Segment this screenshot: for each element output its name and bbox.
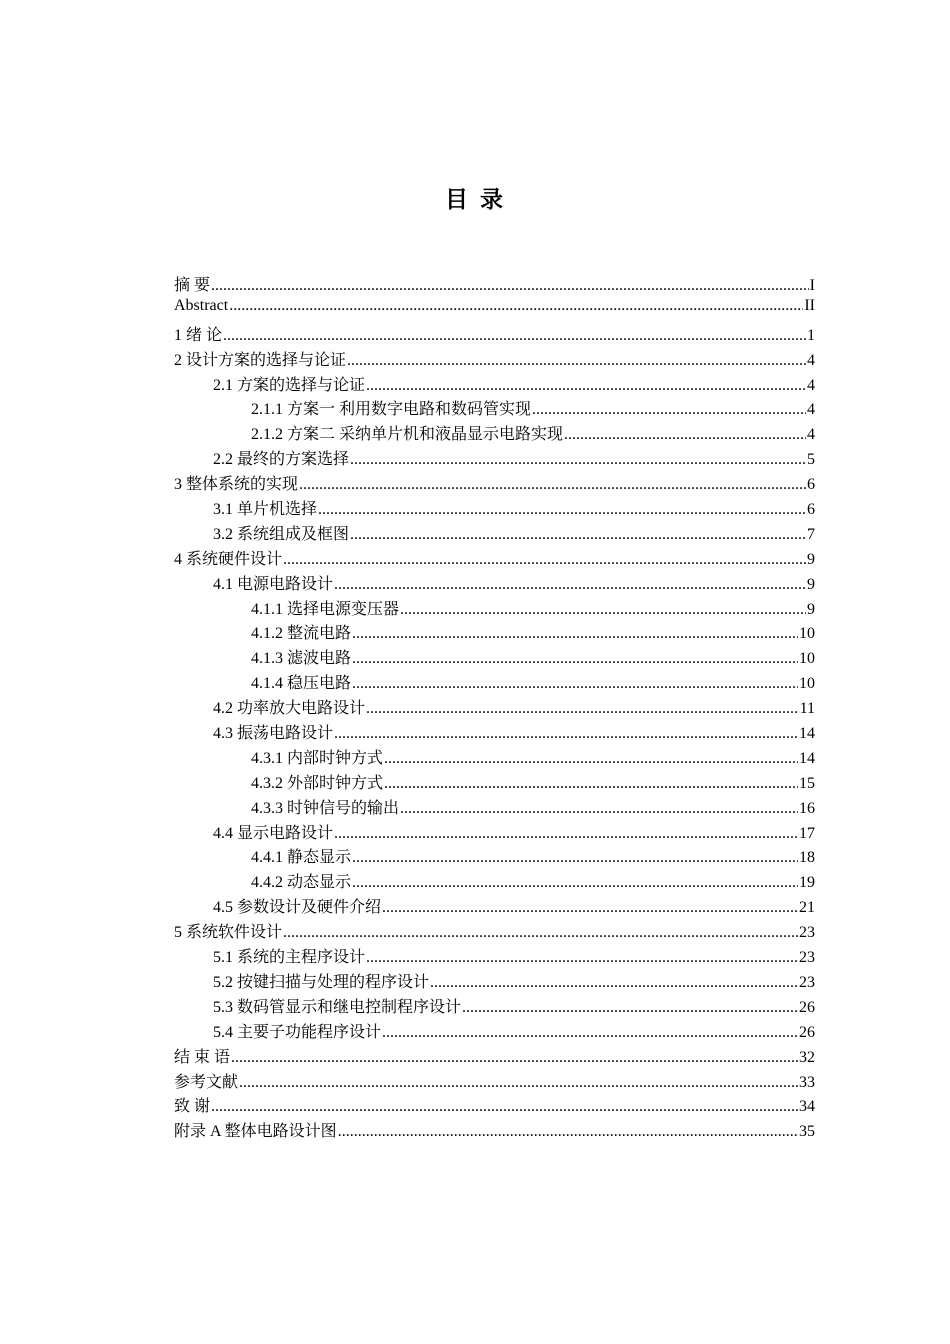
toc-entry-page: 35 bbox=[799, 1123, 815, 1141]
toc-entry[interactable] bbox=[174, 1118, 815, 1143]
toc-entry-label: 2.1.1 方案一 利用数字电路和数码管实现 bbox=[251, 401, 532, 419]
toc-entry[interactable] bbox=[174, 745, 815, 770]
toc-entry[interactable] bbox=[174, 546, 815, 571]
toc-entry-page: I bbox=[809, 277, 815, 294]
toc-dot-leader bbox=[338, 1123, 798, 1141]
toc-entry-label: 4.3.2 外部时钟方式 bbox=[251, 774, 384, 792]
toc-entry-page: 4 bbox=[807, 376, 815, 394]
toc-dot-leader bbox=[400, 601, 806, 619]
toc-dot-leader bbox=[366, 700, 799, 718]
toc-dot-leader bbox=[382, 1024, 798, 1042]
toc-dot-leader bbox=[299, 476, 806, 494]
toc-dot-leader bbox=[352, 849, 798, 867]
toc-dot-leader bbox=[318, 501, 806, 519]
toc-entry-label: 3 整体系统的实现 bbox=[174, 476, 299, 494]
toc-entry-page: 14 bbox=[799, 749, 815, 767]
toc-dot-leader bbox=[350, 451, 806, 469]
toc-dot-leader bbox=[352, 650, 798, 668]
toc-entry[interactable] bbox=[174, 1019, 815, 1044]
toc-dot-leader bbox=[229, 297, 803, 315]
toc-entry-label: 4.1.3 滤波电路 bbox=[251, 650, 352, 668]
toc-entry-page: 23 bbox=[799, 973, 815, 991]
toc-entry-label: 5.1 系统的主程序设计 bbox=[213, 949, 366, 967]
toc-dot-leader bbox=[231, 1049, 798, 1067]
toc-entry-page: 33 bbox=[799, 1073, 815, 1091]
toc-entry-page: 10 bbox=[799, 675, 815, 693]
toc-entry[interactable] bbox=[174, 322, 815, 347]
toc-entry[interactable] bbox=[174, 645, 815, 670]
toc-entry-page: 16 bbox=[799, 799, 815, 817]
toc-entry[interactable] bbox=[174, 272, 815, 297]
toc-entry-page: 17 bbox=[799, 824, 815, 842]
toc-entry-page: 21 bbox=[799, 899, 815, 917]
toc-entry-page: 14 bbox=[799, 725, 815, 743]
toc-dot-leader bbox=[211, 277, 809, 295]
toc-entry-page: 10 bbox=[799, 650, 815, 668]
toc-entry[interactable] bbox=[174, 720, 815, 745]
toc-entry-label: 4 系统硬件设计 bbox=[174, 550, 283, 568]
toc-entry[interactable] bbox=[174, 496, 815, 521]
toc-entry[interactable] bbox=[174, 596, 815, 621]
toc-entry[interactable] bbox=[174, 372, 815, 397]
toc-dot-leader bbox=[430, 974, 798, 992]
toc-entry-page: 9 bbox=[807, 550, 815, 568]
toc-entry-page: 7 bbox=[807, 525, 815, 543]
toc-entry-label: 2.2 最终的方案选择 bbox=[213, 451, 350, 469]
toc-entry-label: 4.1 电源电路设计 bbox=[213, 575, 334, 593]
toc-dot-leader bbox=[334, 576, 806, 594]
toc-entry-page: 9 bbox=[807, 575, 815, 593]
toc-entry-label: 4.4 显示电路设计 bbox=[213, 824, 334, 842]
toc-entry-label: 2.1 方案的选择与论证 bbox=[213, 376, 366, 394]
toc-dot-leader bbox=[239, 1074, 798, 1092]
toc-entry-page: 32 bbox=[799, 1048, 815, 1066]
toc-entry-label: 4.3.3 时钟信号的输出 bbox=[251, 799, 400, 817]
table-of-contents bbox=[174, 272, 815, 1143]
toc-dot-leader bbox=[564, 426, 806, 444]
toc-entry[interactable] bbox=[174, 770, 815, 795]
toc-entry-label: 致 谢 bbox=[174, 1098, 211, 1116]
toc-dot-leader bbox=[366, 949, 798, 967]
toc-entry[interactable] bbox=[174, 695, 815, 720]
toc-entry-page: 10 bbox=[799, 625, 815, 643]
toc-entry[interactable] bbox=[174, 571, 815, 596]
toc-entry-page: II bbox=[804, 296, 815, 314]
toc-entry[interactable] bbox=[174, 869, 815, 894]
toc-entry[interactable] bbox=[174, 396, 815, 421]
toc-entry-label: 4.3.1 内部时钟方式 bbox=[251, 749, 384, 767]
toc-entry[interactable] bbox=[174, 297, 815, 322]
toc-entry-label: 4.4.2 动态显示 bbox=[251, 874, 352, 892]
toc-dot-leader bbox=[283, 551, 806, 569]
toc-entry-page: 9 bbox=[807, 600, 815, 618]
toc-entry[interactable] bbox=[174, 820, 815, 845]
toc-entry[interactable] bbox=[174, 969, 815, 994]
toc-entry-page: 6 bbox=[807, 476, 815, 494]
toc-dot-leader bbox=[352, 874, 798, 892]
toc-dot-leader bbox=[384, 775, 798, 793]
toc-dot-leader bbox=[384, 750, 798, 768]
toc-entry-page: 5 bbox=[807, 451, 815, 469]
toc-entry-label: 结 束 语 bbox=[174, 1048, 231, 1066]
toc-dot-leader bbox=[350, 526, 806, 544]
toc-entry-label: 5.2 按键扫描与处理的程序设计 bbox=[213, 973, 430, 991]
toc-entry-label: Abstract bbox=[174, 296, 229, 314]
toc-entry[interactable] bbox=[174, 919, 815, 944]
toc-entry-label: 4.1.1 选择电源变压器 bbox=[251, 600, 400, 618]
page-title: 目 录 bbox=[444, 187, 505, 213]
toc-entry-label: 5.4 主要子功能程序设计 bbox=[213, 1023, 382, 1041]
toc-entry[interactable] bbox=[174, 347, 815, 372]
toc-entry[interactable] bbox=[174, 1044, 815, 1069]
toc-dot-leader bbox=[283, 924, 798, 942]
toc-entry[interactable] bbox=[174, 521, 815, 546]
toc-entry-label: 5.3 数码管显示和继电控制程序设计 bbox=[213, 998, 462, 1016]
toc-entry[interactable] bbox=[174, 944, 815, 969]
toc-dot-leader bbox=[400, 800, 798, 818]
toc-entry-label: 2 设计方案的选择与论证 bbox=[174, 351, 347, 369]
toc-entry-label: 4.5 参数设计及硬件介绍 bbox=[213, 899, 382, 917]
toc-dot-leader bbox=[382, 899, 798, 917]
toc-entry-label: 2.1.2 方案二 采纳单片机和液晶显示电路实现 bbox=[251, 426, 564, 444]
toc-entry-label: 4.3 振荡电路设计 bbox=[213, 725, 334, 743]
toc-entry[interactable] bbox=[174, 471, 815, 496]
toc-entry[interactable] bbox=[174, 994, 815, 1019]
toc-entry-label: 4.1.4 稳压电路 bbox=[251, 675, 352, 693]
toc-entry[interactable] bbox=[174, 446, 815, 471]
toc-entry[interactable] bbox=[174, 844, 815, 869]
toc-entry-page: 4 bbox=[807, 351, 815, 369]
toc-dot-leader bbox=[334, 725, 798, 743]
toc-entry-page: 1 bbox=[807, 326, 815, 344]
toc-entry-page: 18 bbox=[799, 849, 815, 867]
toc-entry-page: 26 bbox=[799, 1023, 815, 1041]
toc-dot-leader bbox=[223, 327, 806, 345]
toc-entry-page: 23 bbox=[799, 949, 815, 967]
toc-entry-page: 34 bbox=[799, 1098, 815, 1116]
toc-entry-label: 摘 要 bbox=[174, 277, 211, 294]
toc-entry-label: 附录 A 整体电路设计图 bbox=[174, 1123, 337, 1141]
toc-entry[interactable] bbox=[174, 795, 815, 820]
toc-entry-page: 11 bbox=[799, 700, 815, 718]
toc-entry-page: 15 bbox=[799, 774, 815, 792]
toc-entry-label: 4.1.2 整流电路 bbox=[251, 625, 352, 643]
toc-dot-leader bbox=[334, 825, 798, 843]
toc-entry-page: 6 bbox=[807, 501, 815, 519]
toc-entry-label: 3.1 单片机选择 bbox=[213, 501, 318, 519]
toc-entry[interactable] bbox=[174, 1069, 815, 1094]
toc-dot-leader bbox=[211, 1098, 798, 1116]
toc-entry[interactable] bbox=[174, 620, 815, 645]
toc-dot-leader bbox=[347, 352, 806, 370]
toc-entry-page: 23 bbox=[799, 924, 815, 942]
toc-entry-label: 3.2 系统组成及框图 bbox=[213, 525, 350, 543]
toc-entry-label: 4.4.1 静态显示 bbox=[251, 849, 352, 867]
toc-entry-label: 4.2 功率放大电路设计 bbox=[213, 700, 366, 718]
toc-entry-page: 4 bbox=[807, 426, 815, 444]
toc-entry-page: 4 bbox=[807, 401, 815, 419]
toc-dot-leader bbox=[352, 675, 798, 693]
toc-dot-leader bbox=[352, 625, 798, 643]
toc-entry[interactable] bbox=[174, 894, 815, 919]
toc-dot-leader bbox=[532, 401, 806, 419]
toc-entry-label: 1 绪 论 bbox=[174, 326, 223, 344]
toc-entry[interactable] bbox=[174, 1093, 815, 1118]
toc-entry[interactable] bbox=[174, 421, 815, 446]
toc-dot-leader bbox=[462, 999, 798, 1017]
toc-entry-label: 参考文献 bbox=[174, 1073, 239, 1091]
toc-dot-leader bbox=[366, 377, 806, 395]
toc-entry-label: 5 系统软件设计 bbox=[174, 924, 283, 942]
toc-entry[interactable] bbox=[174, 670, 815, 695]
toc-entry-page: 26 bbox=[799, 998, 815, 1016]
toc-entry-page: 19 bbox=[799, 874, 815, 892]
